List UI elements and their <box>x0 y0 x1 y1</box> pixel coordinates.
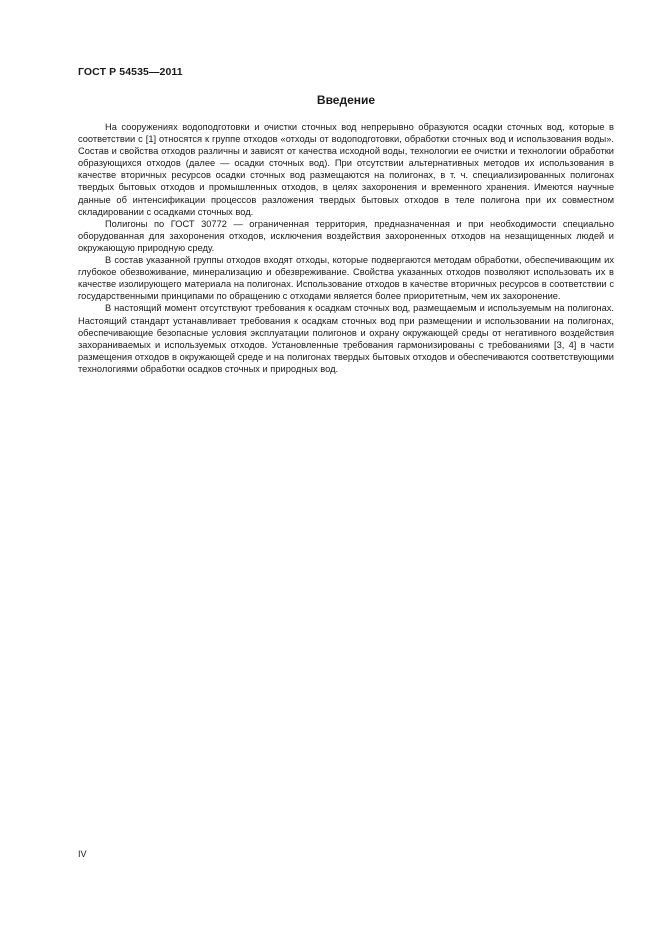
paragraph: В состав указанной группы отходов входят отходы, которые подвергаются методам обработки, обеспечивающим их глубокое обезвоживание, минерализацию и обезвреживание. Свойства указанных отходов позволяют использовать их в качестве изолирующего материала на полигонах. Использование отходов в качестве вторичных ресурсов в соответствии с государственными принципами по обращению с отходами является более приоритетным, чем их захоронение. <box>78 255 614 302</box>
document-header: ГОСТ Р 54535—2011 <box>78 66 183 78</box>
paragraph: На сооружениях водоподготовки и очистки сточных вод непрерывно образуются осадки сточных вод, которые в соответствии с [1] относятся к группе отходов «отходы от водоподготовки, обработки сточных вод и использования воды». Состав и свойства отходов различны и зависят от качества исходной воды, технологии ее очистки и технологии обработки образующихся отходов (далее — осадки сточных вод). При отсутствии альтернативных методов их использования в качестве вторичных ресурсов осадки сточных вод размещаются на полигонах, в т. ч. специализированных полигонах твердых бытовых отходов и промышленных отходов, в целях захоронения и временного хранения. Имеются научные данные об интенсификации процессов разложения твердых бытовых отходов в теле полигона при их совместном складировании с осадками сточных вод. <box>78 122 614 217</box>
body-text <box>78 121 614 375</box>
section-title: Введение <box>316 93 376 107</box>
paragraph: В настоящий момент отсутствуют требования к осадкам сточных вод, размещаемым и используемым на полигонах. Настоящий стандарт устанавливает требования к осадкам сточных вод при размещении и использовании на полигонах, обеспечивающие безопасные условия эксплуатации полигонов и охрану окружающей среды от негативного воздействия захораниваемых и используемых отходов. Установленные требования гармонизированы с требованиями [3, 4] в части размещения отходов в окружающей среде и на полигонах твердых бытовых отходов и обеспечиваются соответствующими технологиями обработки осадков сточных и природных вод. <box>78 303 614 374</box>
page-number: IV <box>78 849 87 859</box>
paragraph: Полигоны по ГОСТ 30772 — ограниченная территория, предназначенная и при необходимости специально оборудованная для захоронения отходов, исключения воздействия захороненных отходов на незащищенных людей и окружающую природную среду. <box>78 218 614 253</box>
